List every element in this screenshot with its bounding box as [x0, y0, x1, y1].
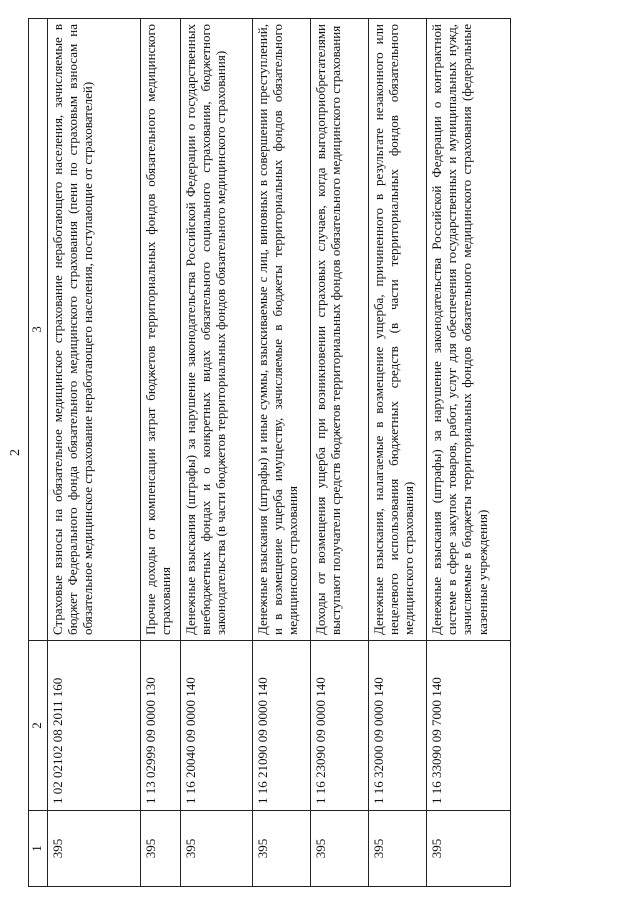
table-row: [369, 19, 427, 887]
budget-code-cell: 1 16 33090 09 7000 140: [427, 641, 511, 811]
description-cell: Денежные взыскания (штрафы) и иные суммы, взыскиваемые с лиц, виновных в совершении преступлений, и в возмещение ущерба имуществу, зачисляемые в бюджеты территориальных фондов обязательного медицинского страхования: [253, 19, 311, 641]
header-col-3: 3: [29, 19, 48, 641]
budget-code-cell: 1 16 32000 09 0000 140: [369, 641, 427, 811]
table-row: [48, 19, 141, 887]
description-cell: Доходы от возмещения ущерба при возникновении страховых случаев, когда выгодоприобретателями выступают получатели средств бюджетов территориальных фондов обязательного медицинского страхования: [311, 19, 369, 641]
admin-code-cell: 395: [253, 811, 311, 887]
budget-code-cell: 1 16 20040 09 0000 140: [181, 641, 253, 811]
table-row: [141, 19, 181, 887]
admin-code-cell: 395: [311, 811, 369, 887]
budget-code-cell: 1 13 02999 09 0000 130: [141, 641, 181, 811]
description-cell: Страховые взносы на обязательное медицинское страхование неработающего населения, зачисляемые в бюджет Федерального фонда обязательного медицинского страхования (пени по страховым взносам на обязательное медицинское страхование неработающего населения, поступающие от страхователей): [48, 19, 141, 641]
budget-code-cell: 1 16 23090 09 0000 140: [311, 641, 369, 811]
table-row: [181, 19, 253, 887]
header-row: [29, 19, 48, 887]
admin-code-cell: 395: [369, 811, 427, 887]
budget-code-cell: 1 16 21090 09 0000 140: [253, 641, 311, 811]
revenue-codes-table: [28, 18, 511, 887]
admin-code-cell: 395: [181, 811, 253, 887]
admin-code-cell: 395: [427, 811, 511, 887]
description-cell: Денежные взыскания, налагаемые в возмещение ущерба, причиненного в результате незаконного или нецелевого использования бюджетных средств (в части территориальных фондов обязательного медицинского страхования): [369, 19, 427, 641]
description-cell: Прочие доходы от компенсации затрат бюджетов территориальных фондов обязательного медицинского страхования: [141, 19, 181, 641]
page-number: 2: [8, 449, 23, 456]
description-cell: Денежные взыскания (штрафы) за нарушение законодательства Российской Федерации о государственных внебюджетных фондах и о конкретных видах обязательного социального страхования, бюджетного законодательства (в части бюджетов территориальных фондов обязательного медицинского страхования): [181, 19, 253, 641]
table-row: [311, 19, 369, 887]
header-col-1: 1: [29, 811, 48, 887]
description-cell: Денежные взыскания (штрафы) за нарушение законодательства Российской Федерации о контрактной системе в сфере закупок товаров, работ, услуг для обеспечения государственных и муниципальных нужд, зачисляемые в бюджеты территориальных фондов обязательного медицинского страхования (федеральные казенные учреждения): [427, 19, 511, 641]
header-col-2: 2: [29, 641, 48, 811]
budget-code-cell: 1 02 02102 08 2011 160: [48, 641, 141, 811]
admin-code-cell: 395: [141, 811, 181, 887]
admin-code-cell: 395: [48, 811, 141, 887]
table-row: [427, 19, 511, 887]
table-row: [253, 19, 311, 887]
